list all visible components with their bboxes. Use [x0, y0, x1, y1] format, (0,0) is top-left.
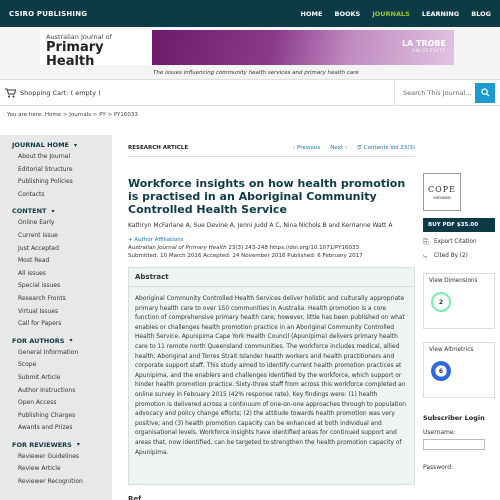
username-field[interactable]	[423, 439, 485, 450]
sponsor-name: LA TROBE	[401, 39, 446, 48]
references-heading: Ref	[128, 495, 142, 500]
top-navigation-bar	[0, 0, 500, 27]
sidebar-item[interactable]: Contacts	[18, 190, 45, 198]
chevron-down-icon: ▾	[69, 337, 73, 345]
search-input[interactable]: Search This Journal...	[403, 88, 472, 97]
username-label: Username:	[423, 429, 456, 436]
article-dates: Submitted: 10 March 2016 Accepted: 24 November 2016 Published: 6 February 2017	[128, 253, 363, 259]
previous-article-link[interactable]: ‹ Previous	[293, 145, 321, 151]
sponsor-sub: UNIVERSITY	[412, 48, 446, 53]
sidebar-section-title: FOR AUTHORS	[12, 336, 65, 345]
sidebar-item[interactable]: Awards and Prizes	[18, 424, 73, 432]
search-icon	[481, 88, 490, 97]
cart-label: Shopping Cart: ( empty )	[20, 88, 101, 97]
next-article-link[interactable]: Next ›	[330, 145, 348, 151]
chevron-down-icon: ▾	[76, 441, 80, 449]
sidebar-item[interactable]: Open Access	[18, 399, 57, 407]
sidebar-item[interactable]: Publishing Charges	[18, 411, 76, 419]
publisher-brand[interactable]: CSIRO PUBLISHING	[9, 9, 88, 18]
password-label: Password:	[423, 464, 454, 471]
sidebar-section-title: CONTENT	[12, 207, 47, 216]
nav-learning[interactable]: LEARNING	[421, 9, 460, 18]
abstract-text: Aboriginal Community Controlled Health Services deliver holistic and culturally appropriate primary health care to over 150 communities in Australia. Health promotion is a core function of comprehensive primary health care; however, little has been published on what enables or challenges health promotion practice in an Aboriginal Community Controlled Health Service. Apunipima Cape York Health Council (Apunipima) delivers primary health care to 11 remote north Queensland communities. The workforce includes medical, allied health, Aboriginal and Torres Strait Islander health workers and health practitioners and corporate support staff. This study aimed to identify current health promotion practices at Apunipima, and the enablers and challenges identified by the workforce, which support or hinder health promotion practice. Sixty-three staff from across this workforce completed an online survey in February 2015 (42% response rate). Key findings were: (1) health promotion is delivered across a continuum of one-on-one approaches through to population advocacy and policy change efforts; (2) the attitude towards health promotion was very positive; and (3) health promotion capacity can be enhanced at both individual and organisational levels. Workforce insights have identified areas for continued support and areas that, now identified, can be targeted to strengthen the health promotion capacity of Apunipima.	[135, 296, 406, 456]
main-nav	[291, 10, 491, 18]
abstract-panel	[128, 267, 415, 485]
cited-by-link[interactable]: ⤷ Cited By (2)	[423, 252, 468, 260]
journal-logo-line2: Primary Health	[46, 40, 104, 69]
sidebar-item[interactable]: Author Instructions	[18, 386, 76, 394]
nav-journals[interactable]: JOURNALS	[372, 9, 410, 18]
cited-by-icon: ⤷	[423, 252, 427, 260]
sidebar-section-heading[interactable]	[12, 141, 112, 149]
sidebar-item[interactable]: Just Accepted	[18, 244, 59, 252]
sidebar-item[interactable]: Reviewer Recognition	[18, 478, 83, 486]
abstract-heading: Abstract	[129, 268, 414, 287]
sidebar-item[interactable]: General Information	[18, 348, 79, 356]
sidebar-item[interactable]: Editorial Structure	[18, 165, 73, 173]
sidebar-item[interactable]: About the Journal	[18, 153, 71, 160]
login-title: Subscriber Login	[423, 414, 485, 422]
sidebar-item[interactable]: Review Article	[18, 465, 61, 473]
breadcrumb[interactable]: You are here: Home > Journals > PY > PY16033	[7, 112, 138, 118]
journal-logo[interactable]	[40, 30, 152, 69]
right-column	[423, 145, 495, 471]
citation-details[interactable]: 23(3) 243-248 https://doi.org/10.1071/PY16033	[226, 245, 360, 251]
article-authors[interactable]: Kathryn McFarlane A, Sue Devine A, Jenni Judd A C, Nina Nichols B and Kerrianne Watt A	[128, 222, 393, 229]
sidebar-section-heading[interactable]	[12, 207, 112, 215]
journal-search[interactable]	[394, 80, 500, 106]
sidebar-item[interactable]: Most Read	[18, 257, 50, 265]
subscriber-login	[423, 414, 495, 471]
sidebar-item[interactable]: Online Early	[18, 219, 55, 227]
nav-home[interactable]: HOME	[300, 9, 323, 18]
citation-journal: Australian Journal of Primary Health	[128, 245, 227, 251]
sidebar-item[interactable]: Current issue	[18, 231, 58, 239]
sidebar-item[interactable]: Submit Article	[18, 373, 61, 381]
cart-icon	[5, 88, 16, 98]
dimensions-title: View Dimensions	[429, 278, 478, 284]
article-meta-bar	[128, 145, 415, 157]
sidebar-item[interactable]: Publishing Policies	[18, 178, 73, 186]
chevron-down-icon: ▾	[73, 141, 77, 149]
cart-search-bar	[0, 80, 500, 106]
altmetrics-box[interactable]	[423, 342, 495, 398]
sidebar-item[interactable]: Special issues	[18, 282, 61, 290]
export-icon: ⎘	[423, 238, 429, 246]
sidebar-item[interactable]: Virtual Issues	[18, 307, 59, 315]
sidebar	[0, 135, 112, 500]
buy-pdf-button[interactable]: BUY PDF $35.00	[423, 218, 495, 232]
dimensions-badge-icon[interactable]: 2	[431, 292, 451, 312]
nav-books[interactable]: BOOKS	[334, 9, 361, 18]
cope-member-text: MEMBER	[433, 195, 451, 200]
journal-logo-line1: Australian Journal of	[46, 33, 112, 41]
article-title: Workforce insights on how health promotion is practised in an Aboriginal Community Controlled Health Service	[128, 177, 406, 216]
dimensions-box[interactable]	[423, 273, 495, 329]
search-button[interactable]	[475, 83, 495, 103]
export-citation-link[interactable]: ⎘ Export Citation	[423, 238, 477, 246]
sidebar-item[interactable]: Research Fronts	[18, 294, 66, 302]
sidebar-section-title: FOR REVIEWERS	[12, 440, 72, 449]
article-category: RESEARCH ARTICLE	[128, 145, 189, 151]
article-main	[128, 145, 415, 485]
cope-logo[interactable]	[423, 173, 461, 211]
shopping-cart-link[interactable]	[0, 88, 394, 98]
sidebar-section-title: JOURNAL HOME	[12, 141, 69, 149]
chevron-down-icon: ▾	[51, 207, 55, 215]
contents-icon: ☰	[357, 145, 362, 151]
sidebar-item[interactable]: Call for Papers	[18, 320, 62, 328]
article-citation	[128, 245, 415, 251]
altmetric-donut-icon[interactable]: 6	[431, 361, 451, 381]
sidebar-section-heading[interactable]	[12, 337, 112, 345]
altmetrics-title: View Altmetrics	[429, 347, 474, 353]
journal-tagline: The issues influencing community health services and primary health care	[153, 70, 359, 76]
nav-blog[interactable]: BLOG	[471, 9, 491, 18]
author-affiliations-toggle[interactable]: + Author Affiliations	[128, 237, 184, 243]
sidebar-section-heading[interactable]	[12, 441, 112, 449]
contents-link[interactable]: ☰ Contents Vol 23(3)	[357, 145, 415, 151]
sponsor-logo[interactable]	[402, 40, 446, 54]
sidebar-item[interactable]: Scope	[18, 361, 37, 369]
sidebar-item[interactable]: Reviewer Guidelines	[18, 452, 80, 460]
cope-text: COPE	[428, 184, 456, 194]
sidebar-item[interactable]: All issues	[18, 269, 46, 277]
